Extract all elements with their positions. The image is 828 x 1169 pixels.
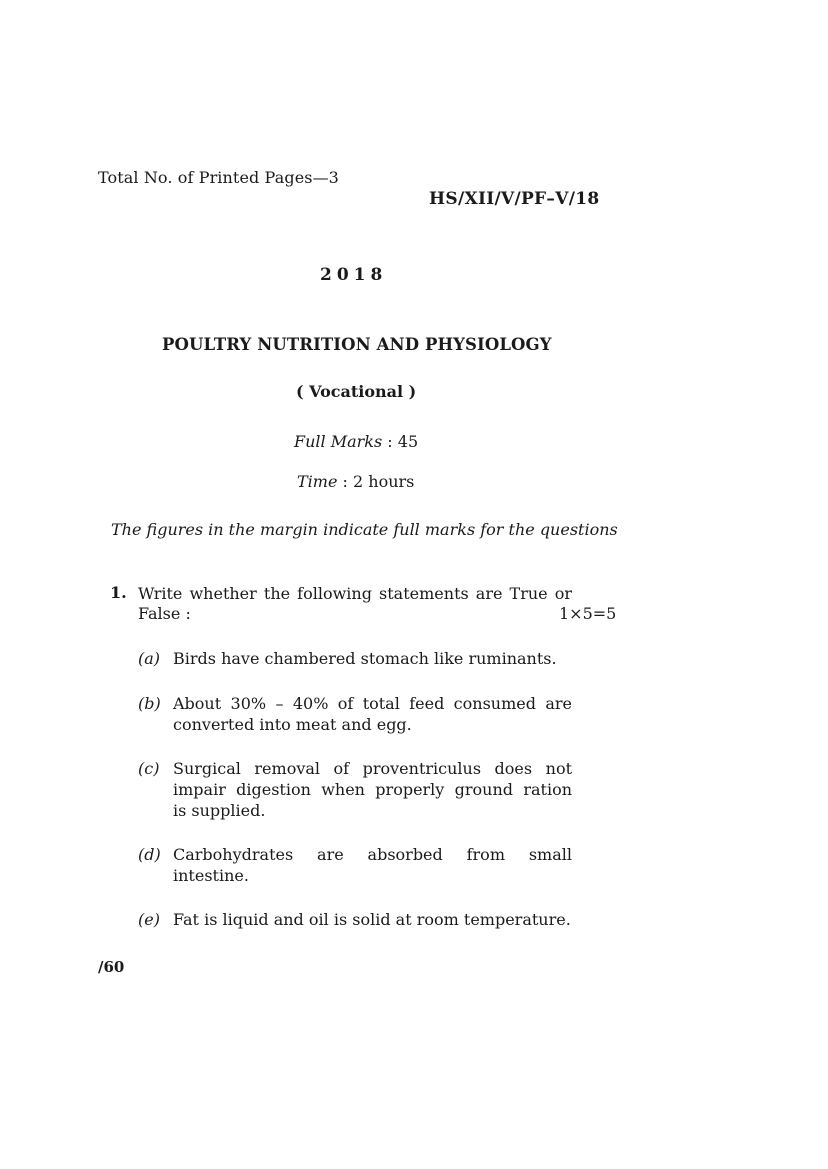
- item-line: intestine.: [173, 866, 249, 885]
- item-text: [173, 909, 572, 930]
- item-line: About 30% – 40% of total feed consumed are: [173, 694, 572, 713]
- item-text: [173, 758, 572, 821]
- item-line: is supplied.: [173, 801, 266, 820]
- question-marks: 1×5=5: [559, 604, 617, 623]
- item-line: Birds have chambered stomach like ruminants.: [173, 649, 557, 668]
- exam-year: 2018: [320, 265, 388, 285]
- time-value: : 2 hours: [337, 472, 415, 491]
- item-label: (e): [138, 910, 160, 929]
- item-label: (c): [138, 759, 160, 778]
- item-label: (a): [138, 649, 161, 668]
- subject-title: POULTRY NUTRITION AND PHYSIOLOGY: [162, 335, 552, 354]
- instructions: The figures in the margin indicate full marks for the questions: [111, 520, 618, 539]
- item-line: Carbohydrates are absorbed from small: [173, 845, 572, 864]
- full-marks-label: Full Marks: [294, 432, 383, 451]
- footer-code: /60: [98, 958, 125, 976]
- paper-code: HS/XII/V/PF–V/18: [429, 189, 600, 209]
- item-line: Surgical removal of proventriculus does not: [173, 759, 572, 778]
- item-line: converted into meat and egg.: [173, 715, 412, 734]
- item-text: [173, 844, 572, 886]
- item-line: impair digestion when properly ground ration: [173, 780, 572, 799]
- full-marks-value: : 45: [382, 432, 419, 451]
- time-allowed: [297, 472, 414, 491]
- item-text: [173, 693, 572, 735]
- item-label: (b): [138, 694, 161, 713]
- question-text-continued: False :: [138, 604, 191, 623]
- question-text: Write whether the following statements are True or: [138, 584, 572, 603]
- item-text: [173, 648, 572, 669]
- time-label: Time: [297, 472, 338, 491]
- total-printed-pages: Total No. of Printed Pages—3: [98, 168, 339, 187]
- item-label: (d): [138, 845, 161, 864]
- full-marks: [294, 432, 418, 451]
- question-number: 1.: [110, 583, 127, 602]
- item-line: Fat is liquid and oil is solid at room temperature.: [173, 910, 571, 929]
- stream-label: ( Vocational ): [296, 382, 417, 401]
